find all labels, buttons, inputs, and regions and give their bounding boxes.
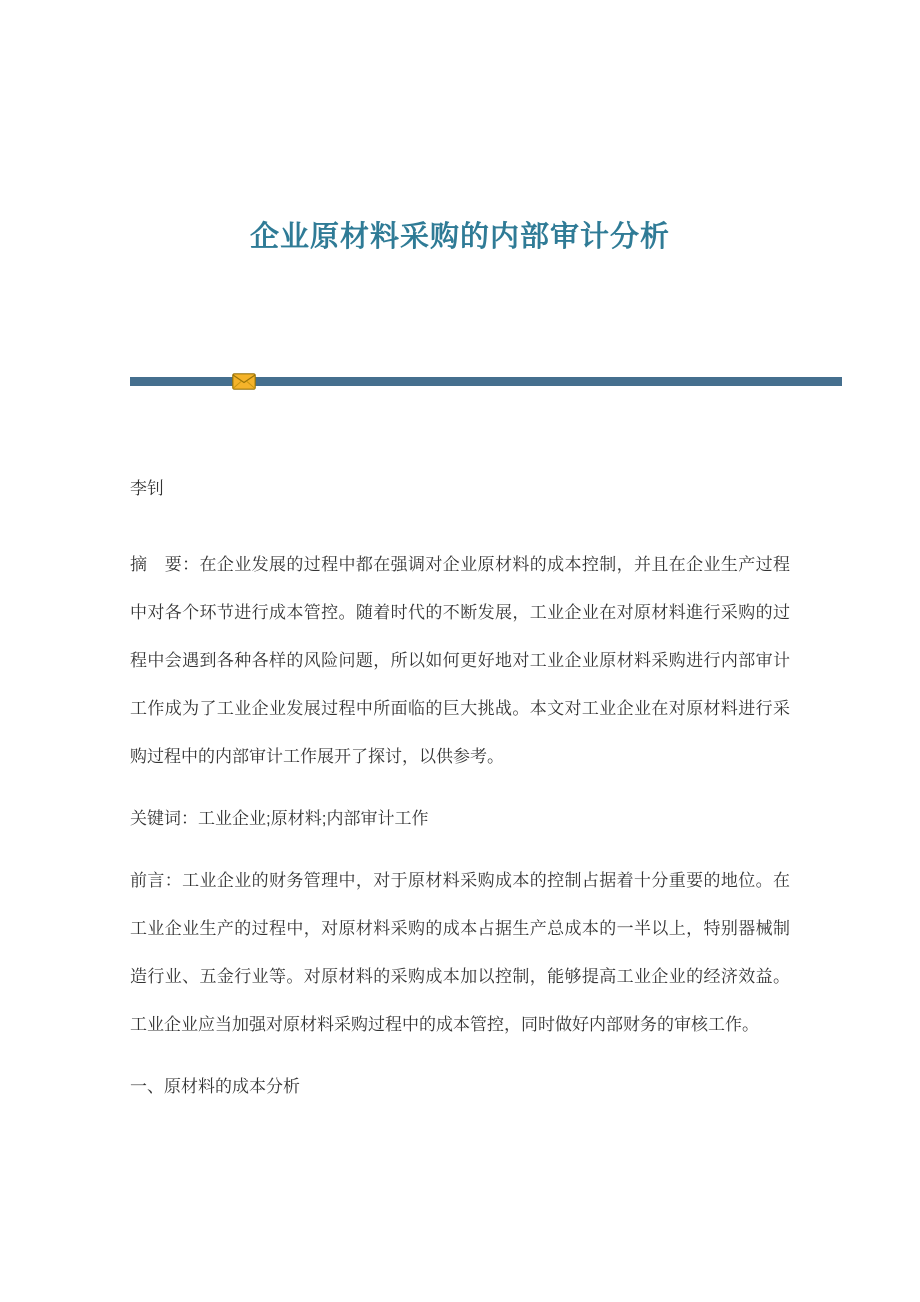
envelope-icon [232, 373, 256, 390]
abstract-paragraph: 摘 要：在企业发展的过程中都在强调对企业原材料的成本控制，并且在企业生产过程中对各个环节进行成本管控。随着时代的不断发展，工业企业在对原材料進行采购的过程中会遇到各种各样的风险问题，所以如何更好地对工业企业原材料采购进行内部审计工作成为了工业企业发展过程中所面临的巨大挑战。本文对工业企业在对原材料进行采购过程中的内部审计工作展开了探讨，以供参考。 [130, 555, 790, 766]
author-name: 李钊 [130, 479, 164, 498]
foreword-paragraph: 前言：工业企业的财务管理中，对于原材料采购成本的控制占据着十分重要的地位。在工业企业生产的过程中，对原材料采购的成本占据生产总成本的一半以上，特别器械制造行业、五金行业等。对原材料的采购成本加以控制，能够提高工业企业的经济效益。工业企业应当加强对原材料采购过程中的成本管控，同时做好内部财务的审核工作。 [130, 871, 790, 1034]
keywords-paragraph: 关键词：工业企业;原材料;内部审计工作 [130, 809, 429, 828]
page-title: 企业原材料采购的内部审计分析 [249, 221, 670, 253]
title-divider [130, 377, 842, 386]
section-heading-1: 一、原材料的成本分析 [130, 1077, 300, 1096]
document-body [130, 541, 790, 1111]
